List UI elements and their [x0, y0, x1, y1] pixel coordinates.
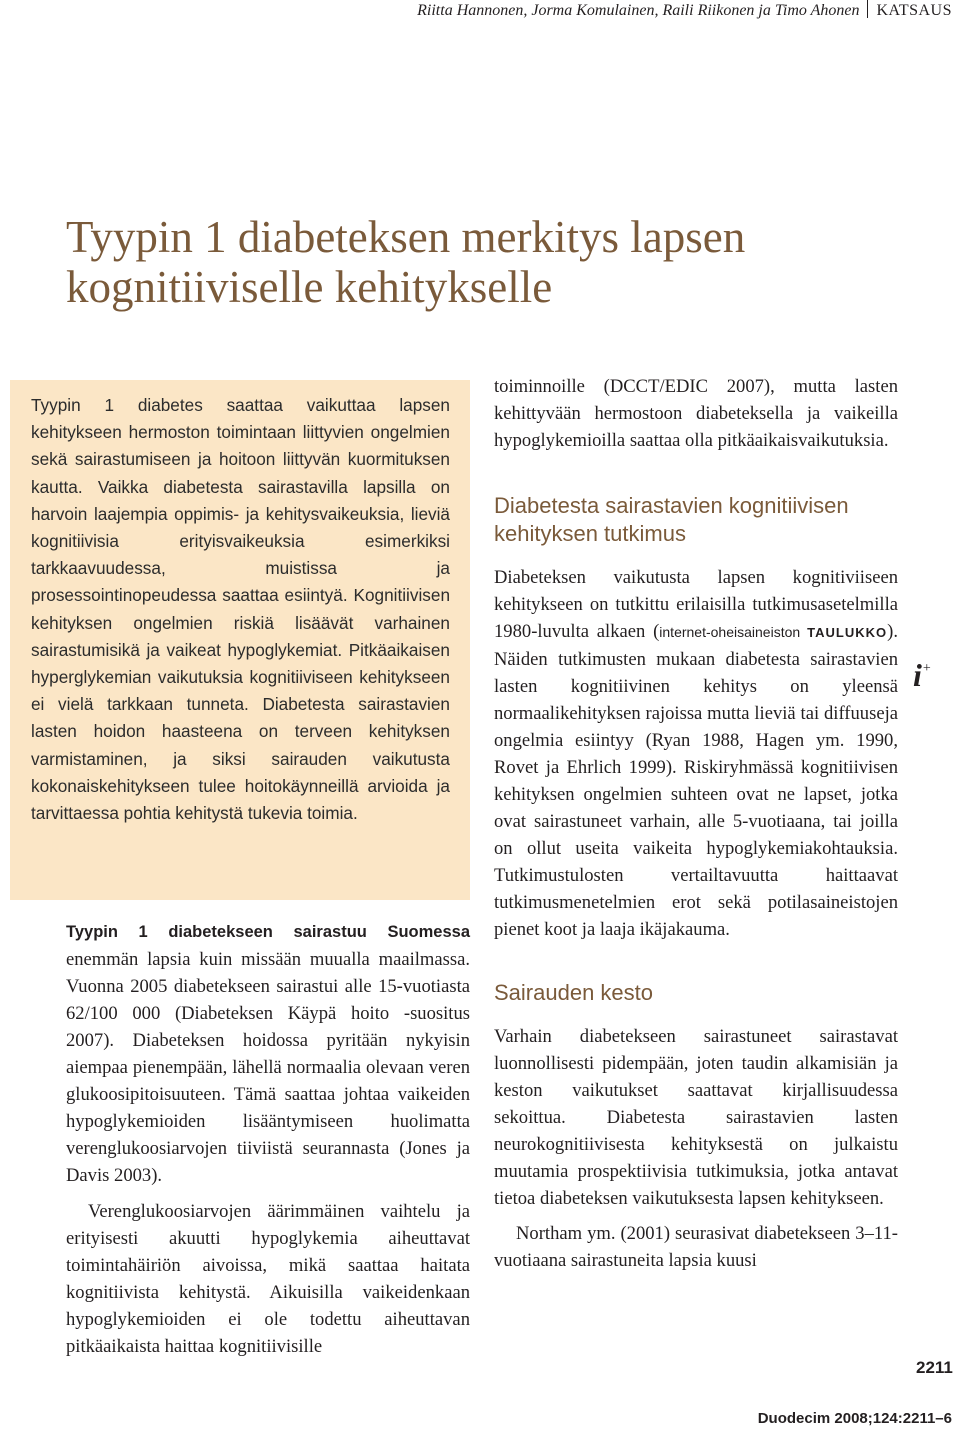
supplement-reference: internet-oheisaineiston: [659, 624, 808, 640]
header-section: KATSAUS: [876, 2, 952, 19]
section-heading-duration: Sairauden kesto: [494, 980, 653, 1005]
internet-supplement-icon[interactable]: [913, 652, 947, 693]
abstract-text: Tyypin 1 diabetes saattaa vaikuttaa lapsen kehitykseen hermoston toimintaan liittyvien ongelmien sekä sairastumiseen ja hoitoon liittyvän kuormituksen kautta. Vaikka diabetesta sairastavilla lapsilla on harvoin laajempia oppimis- ja kehitysvaikeuksia, lieviä kognitiivisia erityisvaikeuksia esimerkiksi tarkkaavuudessa, muistissa ja prosessointinopeudessa saattaa esiintyä. Kognitiivisen kehityksen ongelmien riskiä lisäävät varhainen sairastumisikä ja vaikeat hypoglykemiat. Pitkäaikaisen hyperglykemian vaikutuksia kognitiiviseen kehitykseen ei vielä tarkkaan tunneta. Diabetesta sairastavien lasten hoidon haasteena on terveen kehityksen varmistaminen, ja siksi sairauden vaikutusta kokonaiskehitykseen tulee hoitokäynneillä arvioida ja tarvittaessa pohtia kehitystä tukevia toimia.: [31, 395, 450, 824]
header-authors: Riitta Hannonen, Jorma Komulainen, Raili Riikonen ja Timo Ahonen: [417, 2, 860, 19]
left-paragraph-2: Verenglukoosiarvojen äärimmäinen vaihtelu ja erityisesti akuutti hypoglykemia aiheuttavat toimintahäiriön aivoissa, mikä saattaa haitata kognitiivista kehitystä. Aikuisilla vaikeidenkaan hypoglykemioiden ei ole todettu aiheuttavan pitkäaikaista haittaa kognitiivisille: [66, 1201, 470, 1357]
right-column: [494, 373, 898, 1274]
right-paragraph-3: Varhain diabetekseen sairastuneet sairastavat luonnollisesti pidempään, joten taudin alkamisiän ja keston vaikutukset saattavat kirjallisuudessa sekoittua. Diabetesta sairastavien lasten neurokognitiivisesta kehityksestä on julkaistu muutamia prospektiivisia tutkimuksia, jotka antavat tietoa diabeteksen vaikutuksesta lapsen kehitykseen.: [494, 1026, 898, 1209]
icon-plus: +: [922, 661, 931, 676]
right-paragraph-1: toiminnoille (DCCT/EDIC 2007), mutta lasten kehittyvään hermostoon diabeteksella ja vaikeilla hypoglykemioilla saattaa olla pitkäaikaisvaikutuksia.: [494, 376, 898, 451]
right-paragraph-2-text-a: Diabeteksen vaikutusta lapsen kognitiviiseen kehitykseen on tutkittu erilaisilla tutkimusasetelmilla 1980-luvulta alkaen (: [494, 567, 898, 642]
running-header: [417, 0, 952, 24]
left-column: [66, 918, 470, 1360]
page-number: 2211: [916, 1358, 953, 1377]
right-paragraph-2: [494, 564, 898, 943]
abstract-box: [10, 380, 470, 900]
right-paragraph-4: Northam ym. (2001) seurasivat diabetekseen 3–11-vuotiaana sairastuneita lapsia kuusi: [494, 1223, 898, 1271]
table-reference-link[interactable]: TAULUKKO: [807, 625, 888, 640]
article-title: Tyypin 1 diabeteksen merkitys lapsen kognitiiviselle kehitykselle: [66, 212, 746, 312]
left-paragraph-1: [66, 918, 470, 1189]
journal-citation: Duodecim 2008;124:2211–6: [757, 1410, 952, 1427]
section-heading-research: Diabetesta sairastavien kognitiivisen kehityksen tutkimus: [494, 493, 849, 546]
left-paragraph-1-text: enemmän lapsia kuin missään muualla maailmassa. Vuonna 2005 diabetekseen sairastui alle 15-vuotiasta 62/100 000 (Diabeteksen Käypä hoito -suositus 2007). Diabeteksen hoidossa pyritään nykyisin aiempaa pienempään, lähellä normaalia olevaan veren glukoosipitoisuuteen. Tämä saattaa johtaa vaikeiden hypoglykemioiden lisääntymiseen huolimatta verenglukoosiarvojen tiiviistä seurannasta (Jones ja Davis 2003).: [66, 949, 470, 1186]
header-divider: [867, 0, 868, 18]
right-paragraph-2-text-b: ). Näiden tutkimusten mukaan diabetesta sairastavien lasten kognitiivinen kehitys on yleensä normaalikehityksen rajoissa mutta lieviä tai diffuuseja ongelmia esiintyy (Ryan 1988, Hagen ym. 1990, Rovet ja Ehrlich 1999). Riskiryhmässä kognitiivisen kehityksen ongelmien suhteen ovat ne lapset, jotka ovat sairastuneet varhain, alle 5-vuotiaana, tai joilla on ollut useita vaikeita hypoglykemiakohtauksia. Tutkimustulosten vertailtavuutta haittaavat tutkimusmenetelmien erot sekä potilasaineistojen pienet koot ja laaja ikäjakauma.: [494, 621, 898, 940]
icon-letter: i: [913, 657, 922, 693]
lead-in: Tyypin 1 diabetekseen sairastuu Suomessa: [66, 923, 470, 941]
